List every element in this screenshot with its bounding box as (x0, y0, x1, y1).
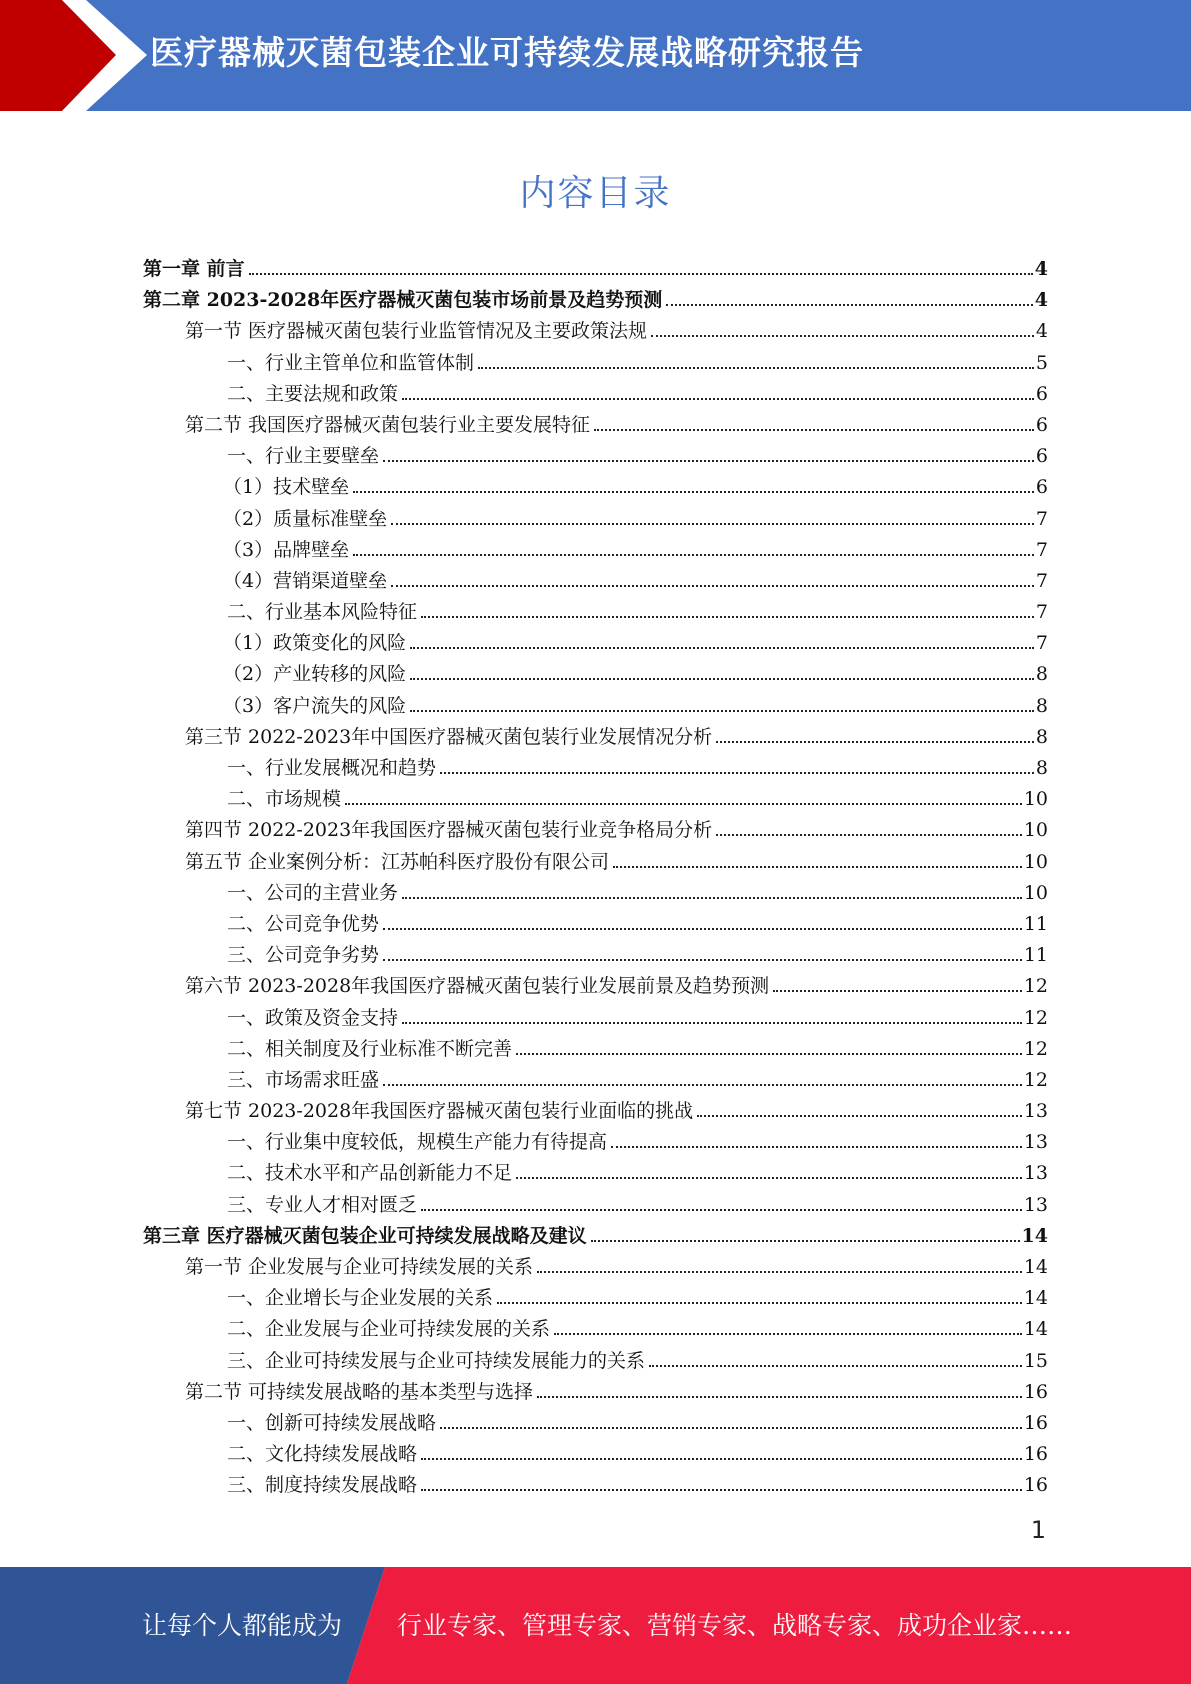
toc-dot-leader (383, 928, 1022, 930)
toc-heading: 内容目录 (519, 173, 672, 214)
toc-dot-leader (410, 710, 1034, 712)
toc-entry-page: 15 (1023, 1349, 1048, 1372)
toc-entry-title: 二、主要法规和政策 (227, 382, 399, 405)
toc-entry-title: （3）品牌壁垒 (223, 538, 350, 561)
toc-entry-title: 二、相关制度及行业标准不断完善 (227, 1037, 513, 1060)
toc-dot-leader (554, 1333, 1022, 1335)
toc-entry-title: 一、行业发展概况和趋势 (227, 757, 437, 779)
toc-entry-title: 二、文化持续发展战略 (227, 1443, 418, 1466)
toc-entry[interactable] (143, 659, 1048, 690)
toc-entry-title: 第三章 医疗器械灭菌包装企业可持续发展战略及建议 (143, 1224, 587, 1247)
toc-entry-page: 10 (1023, 881, 1048, 904)
toc-entry-page: 8 (1035, 725, 1048, 748)
toc-entry[interactable] (143, 1377, 1048, 1408)
toc-dot-leader (649, 1365, 1022, 1367)
toc-entry-title: （2）产业转移的风险 (223, 663, 407, 686)
toc-dot-leader (391, 585, 1034, 587)
toc-dot-leader (421, 1458, 1022, 1460)
toc-entry-title: 一、行业集中度较低，规模生产能力有待提高 (227, 1131, 608, 1154)
toc-entry-page: 16 (1023, 1474, 1048, 1497)
toc-entry-page: 7 (1035, 538, 1048, 561)
toc-entry-title: 三、市场需求旺盛 (227, 1068, 380, 1091)
toc-dot-leader (716, 834, 1022, 836)
toc-entry-title: 一、企业增长与企业发展的关系 (227, 1287, 494, 1310)
toc-dot-leader (383, 959, 1022, 961)
toc-entry-title: 二、技术水平和产品创新能力不足 (227, 1162, 513, 1185)
toc-entry[interactable] (143, 753, 1048, 784)
toc-entry[interactable] (143, 1314, 1048, 1345)
toc-entry[interactable] (143, 472, 1048, 503)
toc-dot-leader (478, 367, 1034, 369)
toc-entry-page: 11 (1023, 944, 1048, 967)
toc-entry[interactable] (143, 254, 1048, 285)
toc-entry[interactable] (143, 1158, 1048, 1189)
toc-dot-leader (421, 1489, 1022, 1491)
toc-entry-title: 第二章 2023-2028年医疗器械灭菌包装市场前景及趋势预测 (143, 289, 663, 312)
toc-dot-leader (440, 1427, 1022, 1429)
toc-entry-page: 8 (1035, 694, 1048, 717)
toc-dot-leader (516, 1053, 1022, 1055)
toc-dot-leader (402, 897, 1022, 899)
toc-dot-leader (410, 678, 1034, 680)
toc-entry-title: 第四节 2022-2023年我国医疗器械灭菌包装行业竞争格局分析 (185, 819, 713, 842)
toc-entry[interactable] (143, 285, 1048, 316)
toc-entry-title: 第二节 我国医疗器械灭菌包装行业主要发展特征 (185, 413, 591, 436)
toc-entry-title: （1）政策变化的风险 (223, 632, 407, 655)
toc-dot-leader (421, 616, 1034, 618)
toc-entry-page: 12 (1023, 1068, 1048, 1091)
toc-entry-title: 第一节 企业发展与企业可持续发展的关系 (185, 1256, 534, 1278)
toc-entry-page: 16 (1023, 1380, 1048, 1403)
toc-dot-leader (716, 741, 1034, 743)
toc-entry[interactable] (143, 722, 1048, 753)
toc-entry-page: 6 (1035, 382, 1048, 405)
toc-entry-page: 14 (1023, 1256, 1048, 1278)
footer-slogan-left: 让每个人都能成为 (142, 1611, 343, 1640)
toc-entry-page: 8 (1035, 663, 1048, 686)
toc-entry-title: 三、专业人才相对匮乏 (227, 1193, 418, 1216)
toc-entry-title: 二、企业发展与企业可持续发展的关系 (227, 1318, 551, 1341)
toc-entry[interactable] (143, 878, 1048, 909)
toc-dot-leader (594, 429, 1034, 431)
report-title: 医疗器械灭菌包装企业可持续发展战略研究报告 (150, 33, 864, 72)
toc-dot-leader (410, 647, 1034, 649)
toc-dot-leader (402, 398, 1034, 400)
toc-dot-leader (666, 304, 1033, 306)
toc-entry-page: 14 (1023, 1287, 1048, 1310)
toc-entry-title: 三、公司竞争劣势 (227, 944, 380, 967)
toc-entry-page: 10 (1023, 788, 1048, 811)
toc-entry-page: 12 (1023, 1006, 1048, 1029)
toc-entry-page: 6 (1035, 445, 1048, 468)
toc-entry-title: 第三节 2022-2023年中国医疗器械灭菌包装行业发展情况分析 (185, 725, 713, 748)
toc-dot-leader (440, 772, 1034, 774)
toc-entry-title: 一、行业主管单位和监管体制 (227, 351, 475, 374)
toc-dot-leader (353, 491, 1034, 493)
toc-entry-title: 第一章 前言 (143, 258, 245, 280)
toc-entry[interactable] (143, 1034, 1048, 1065)
toc-entry-title: 第二节 可持续发展战略的基本类型与选择 (185, 1380, 534, 1403)
toc-entry-page: 6 (1035, 413, 1048, 436)
toc-dot-leader (613, 866, 1022, 868)
toc-entry-title: 二、市场规模 (227, 788, 342, 811)
toc-entry-page: 6 (1035, 476, 1048, 499)
toc-entry-page: 14 (1021, 1224, 1048, 1247)
toc-entry[interactable] (143, 1470, 1048, 1501)
toc-dot-leader (383, 1084, 1022, 1086)
toc-entry[interactable] (143, 1439, 1048, 1470)
toc-entry-title: 第一节 医疗器械灭菌包装行业监管情况及主要政策法规 (185, 320, 648, 343)
toc-entry[interactable] (143, 940, 1048, 971)
toc-entry-title: 一、政策及资金支持 (227, 1006, 399, 1029)
toc-entry[interactable] (143, 784, 1048, 815)
toc-entry[interactable] (143, 1096, 1048, 1127)
toc-entry-title: （2）质量标准壁垒 (223, 507, 388, 530)
toc-dot-leader (391, 523, 1034, 525)
toc-entry[interactable] (143, 379, 1048, 410)
toc-dot-leader (537, 1271, 1022, 1273)
toc-entry-page: 11 (1023, 912, 1048, 935)
toc-entry[interactable] (143, 847, 1048, 878)
toc-entry-title: 二、公司竞争优势 (227, 912, 380, 935)
toc-dot-leader (497, 1302, 1022, 1304)
toc-dot-leader (516, 1177, 1022, 1179)
toc-entry-title: 一、行业主要壁垒 (227, 445, 380, 468)
toc-dot-leader (402, 1022, 1022, 1024)
toc-entry-page: 10 (1023, 819, 1048, 842)
toc-dot-leader (249, 273, 1033, 275)
toc-entry-page: 7 (1035, 601, 1048, 624)
toc-entry[interactable] (143, 691, 1048, 722)
toc-entry[interactable] (143, 1190, 1048, 1221)
toc-entry[interactable] (143, 971, 1048, 1002)
toc-entry-page: 10 (1023, 850, 1048, 873)
toc-dot-leader (651, 335, 1034, 337)
toc-entry-page: 4 (1035, 320, 1048, 343)
toc-entry-page: 7 (1035, 507, 1048, 530)
toc-entry-title: （3）客户流失的风险 (223, 694, 407, 717)
toc-entry[interactable] (143, 1346, 1048, 1377)
toc-entry-page: 13 (1023, 1162, 1048, 1185)
toc-entry-title: （4）营销渠道壁垒 (223, 569, 388, 592)
toc-entry[interactable] (143, 597, 1048, 628)
toc-dot-leader (345, 803, 1022, 805)
toc-entry-page: 7 (1035, 632, 1048, 655)
toc-entry[interactable] (143, 1283, 1048, 1314)
toc-entry[interactable] (143, 504, 1048, 535)
footer-banner (0, 1567, 1191, 1684)
toc-entry[interactable] (143, 566, 1048, 597)
toc-entry-title: 第五节 企业案例分析：江苏帕科医疗股份有限公司 (185, 850, 610, 873)
toc-entry[interactable] (143, 1127, 1048, 1158)
page-number: 1 (1030, 1516, 1046, 1544)
table-of-contents (143, 254, 1048, 1502)
toc-entry[interactable] (143, 1221, 1048, 1252)
toc-entry-title: 第六节 2023-2028年我国医疗器械灭菌包装行业发展前景及趋势预测 (185, 975, 770, 998)
toc-dot-leader (421, 1209, 1022, 1211)
toc-dot-leader (353, 554, 1034, 556)
toc-entry-page: 13 (1023, 1193, 1048, 1216)
toc-entry-page: 16 (1023, 1411, 1048, 1434)
footer-slogan-right: 行业专家、管理专家、营销专家、战略专家、成功企业家…… (397, 1611, 1073, 1640)
toc-entry[interactable] (143, 441, 1048, 472)
toc-entry-title: 一、公司的主营业务 (227, 881, 399, 904)
toc-entry[interactable] (143, 316, 1048, 347)
toc-entry-title: 二、行业基本风险特征 (227, 601, 418, 624)
toc-entry-page: 12 (1023, 975, 1048, 998)
toc-entry-page: 8 (1035, 757, 1048, 779)
header-banner (0, 0, 1191, 111)
toc-dot-leader (697, 1115, 1022, 1117)
toc-entry[interactable] (143, 1003, 1048, 1034)
toc-entry-page: 13 (1023, 1131, 1048, 1154)
toc-entry-page: 4 (1034, 258, 1048, 280)
toc-entry[interactable] (143, 1408, 1048, 1439)
toc-entry[interactable] (143, 628, 1048, 659)
toc-entry[interactable] (143, 535, 1048, 566)
toc-entry-page: 12 (1023, 1037, 1048, 1060)
toc-entry-title: （1）技术壁垒 (223, 476, 350, 499)
toc-entry-page: 14 (1023, 1318, 1048, 1341)
toc-dot-leader (591, 1240, 1020, 1242)
toc-entry-title: 三、制度持续发展战略 (227, 1474, 418, 1497)
toc-entry-title: 三、企业可持续发展与企业可持续发展能力的关系 (227, 1349, 646, 1372)
toc-dot-leader (611, 1146, 1022, 1148)
toc-entry-page: 7 (1035, 569, 1048, 592)
toc-entry-page: 16 (1023, 1443, 1048, 1466)
toc-entry[interactable] (143, 410, 1048, 441)
toc-dot-leader (383, 460, 1034, 462)
toc-entry-page: 13 (1023, 1100, 1048, 1123)
toc-entry-page: 5 (1035, 351, 1048, 374)
toc-entry-page: 4 (1034, 289, 1048, 312)
toc-entry[interactable] (143, 1065, 1048, 1096)
toc-entry[interactable] (143, 815, 1048, 846)
toc-entry[interactable] (143, 348, 1048, 379)
toc-entry-title: 一、创新可持续发展战略 (227, 1411, 437, 1434)
toc-entry[interactable] (143, 1252, 1048, 1283)
toc-dot-leader (773, 990, 1022, 992)
toc-entry-title: 第七节 2023-2028年我国医疗器械灭菌包装行业面临的挑战 (185, 1100, 694, 1123)
toc-dot-leader (537, 1396, 1022, 1398)
toc-entry[interactable] (143, 909, 1048, 940)
